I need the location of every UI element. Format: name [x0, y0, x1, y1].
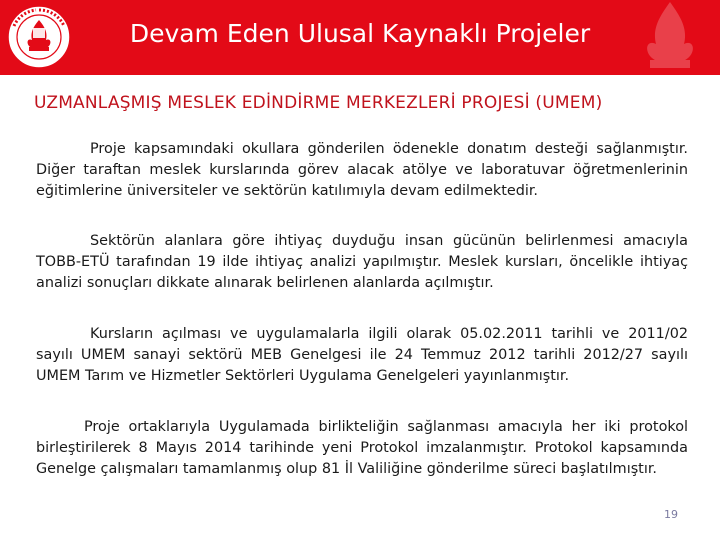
paragraph-1: Proje kapsamındaki okullara gönderilen ödenekle donatım desteği sağlanmıştır. Diğer taraftan meslek kurslarında görev alacak atölye ve laboratuvar öğretmenlerinin eğitimlerine üniversiteler ve sektörün katılımıyla devam edilmektedir.	[36, 141, 688, 199]
header-banner	[0, 0, 720, 75]
paragraph-2: Sektörün alanlara göre ihtiyaç duyduğu insan gücünün belirlenmesi amacıyla TOBB-ETÜ tarafından 19 ilde ihtiyaç analizi yapılmıştır. Meslek kursları, öncelikle ihtiyaç analizi sonuçları dikkate alınarak belirlenen alanlarda açılmıştır.	[36, 233, 688, 291]
paragraph-3: Kursların açılması ve uygulamalarla ilgili olarak 05.02.2011 tarihli ve 2011/02 sayılı UMEM sanayi sektörü MEB Genelgesi ile 24 Temmuz 2012 tarihli 2012/27 sayılı UMEM Tarım ve Hizmetler Sektörleri Uygulama Genelgeleri yayınlanmıştır.	[36, 326, 688, 384]
paragraph-4: Proje ortaklarıyla Uygulamada birlikteliğin sağlanması amacıyla her iki protokol birleştirilerek 8 Mayıs 2014 tarihinde yeni Protokol imzalanmıştır. Protokol kapsamında Genelge çalışmaları tamamlanmış olup 81 İl Valiliğine gönderilme süreci başlatılmıştır.	[36, 419, 688, 477]
page-title: Devam Eden Ulusal Kaynaklı Projeler	[129, 19, 591, 48]
page-number: 19	[664, 508, 678, 521]
body-text	[36, 139, 688, 480]
section-subtitle: UZMANLAŞMIŞ MESLEK EDİNDİRME MERKEZLERİ PROJESİ (UMEM)	[34, 93, 603, 113]
